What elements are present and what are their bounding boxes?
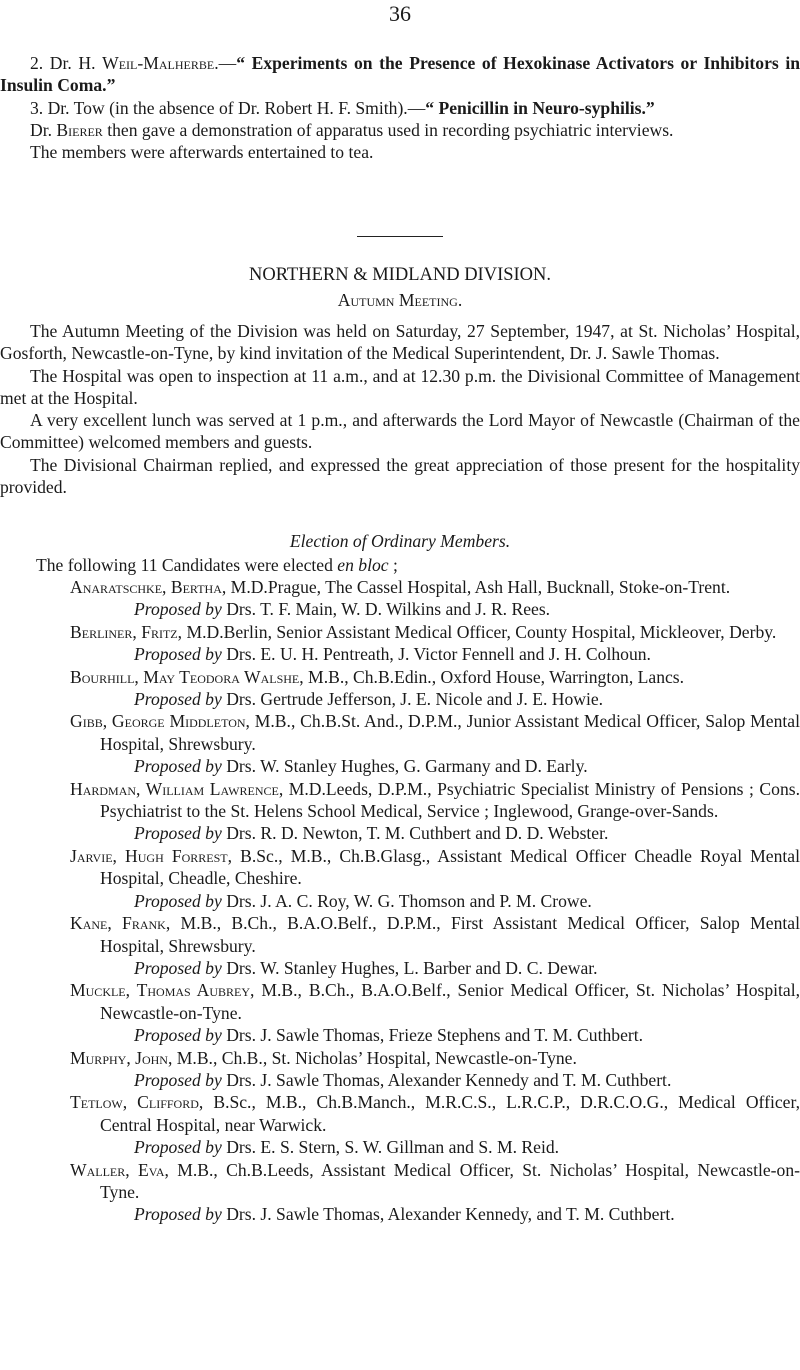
member-details: M.B., B.Ch., B.A.O.Belf., D.P.M., First Assistant Medical Officer, Salop Mental Hospital, Shrewsbury.	[100, 913, 800, 956]
member-proposers: Proposed by Drs. J. Sawle Thomas, Alexander Kennedy, and T. M. Cuthbert.	[134, 1204, 675, 1225]
demonstration-paragraph: Dr. Bierer then gave a demonstration of apparatus used in recording psychiatric interviews.	[30, 119, 674, 140]
member-name: Waller, Eva,	[70, 1159, 169, 1180]
member-name: Gibb, George Middleton,	[70, 711, 250, 732]
member-entry	[0, 666, 800, 688]
member-proposers: Proposed by Drs. R. D. Newton, T. M. Cuthbert and D. D. Webster.	[134, 823, 609, 844]
member-list	[0, 576, 800, 1226]
section-divider	[357, 236, 443, 237]
member-name: Bourhill, May Teodora Walshe,	[70, 666, 304, 687]
paper-3: 3. Dr. Tow (in the absence of Dr. Robert H. F. Smith).—“ Penicillin in Neuro-syphilis.”	[30, 97, 655, 118]
member-entry	[0, 1159, 800, 1204]
member-proposers: Proposed by Drs. W. Stanley Hughes, G. Garmany and D. Early.	[134, 756, 588, 777]
demonstrator-name: Bierer	[56, 119, 103, 140]
page-number: 36	[389, 1, 411, 26]
member-proposers: Proposed by Drs. E. S. Stern, S. W. Gillman and S. M. Reid.	[134, 1137, 560, 1158]
papers-section	[0, 52, 800, 163]
member-name: Jarvie, Hugh Forrest,	[70, 845, 233, 866]
member-entry	[0, 576, 800, 598]
member-details: M.B., Ch.B., St. Nicholas’ Hospital, Newcastle-on-Tyne.	[176, 1047, 577, 1068]
member-entry	[0, 1047, 800, 1069]
meeting-subheading: Autumn Meeting.	[337, 290, 463, 310]
member-details: M.B., Ch.B.Edin., Oxford House, Warrington, Lancs.	[308, 666, 685, 687]
member-details: M.B., Ch.B.St. And., D.P.M., Junior Assistant Medical Officer, Salop Mental Hospital, Shrewsbury.	[100, 711, 800, 754]
member-entry	[0, 979, 800, 1024]
member-proposers: Proposed by Drs. W. Stanley Hughes, L. Barber and D. C. Dewar.	[134, 957, 598, 978]
member-proposers: Proposed by Drs. J. Sawle Thomas, Alexander Kennedy and T. M. Cuthbert.	[134, 1069, 672, 1090]
paper-2-author: Weil-Malherbe	[102, 53, 215, 73]
division-paragraphs	[0, 320, 800, 498]
member-name: Murphy, John,	[70, 1047, 173, 1068]
paper-2-title: “ Experiments on the Presence of Hexokinase Activators or Inhibitors in Insulin Coma.”	[0, 53, 800, 96]
member-entry	[0, 845, 800, 890]
member-details: M.D.Leeds, D.P.M., Psychiatric Specialist Ministry of Pensions ; Cons. Psychiatrist to the St. Helens School Medical, Service ; Inglewood, Grange-over-Sands.	[100, 778, 800, 822]
member-entry	[0, 778, 800, 823]
member-proposers: Proposed by Drs. T. F. Main, W. D. Wilkins and J. R. Rees.	[134, 599, 551, 620]
election-intro: The following 11 Candidates were elected en bloc ;	[36, 555, 398, 575]
member-proposers: Proposed by Drs. Gertrude Jefferson, J. E. Nicole and J. E. Howie.	[134, 689, 604, 710]
member-proposers: Proposed by Drs. E. U. H. Pentreath, J. Victor Fennell and J. H. Colhoun.	[134, 644, 651, 665]
member-details: M.B., Ch.B.Leeds, Assistant Medical Officer, St. Nicholas’ Hospital, Newcastle-on-Tyne.	[100, 1159, 800, 1202]
paper-3-title: “ Penicillin in Neuro-syphilis.”	[425, 97, 655, 118]
member-proposers: Proposed by Drs. J. Sawle Thomas, Frieze Stephens and T. M. Cuthbert.	[134, 1025, 644, 1046]
division-paragraph-4: The Divisional Chairman replied, and expressed the great appreciation of those present for the hospitality provided.	[0, 454, 800, 498]
division-paragraph-3: A very excellent lunch was served at 1 p.m., and afterwards the Lord Mayor of Newcastle (Chairman of the Committee) welcomed members and guests.	[0, 410, 800, 453]
member-details: M.D.Berlin, Senior Assistant Medical Officer, County Hospital, Mickleover, Derby.	[186, 621, 777, 642]
member-entry	[0, 1091, 800, 1136]
member-details: M.D.Prague, The Cassel Hospital, Ash Hall, Bucknall, Stoke-on-Trent.	[230, 577, 731, 597]
member-name: Muckle, Thomas Aubrey,	[70, 980, 255, 1001]
division-paragraph-2: The Hospital was open to inspection at 11 a.m., and at 12.30 p.m. the Divisional Committee of Management met at the Hospital.	[0, 365, 800, 408]
member-name: Tetlow, Clifford,	[70, 1092, 204, 1113]
member-entry	[0, 912, 800, 957]
member-entry	[0, 710, 800, 755]
member-name: Hardman, William Lawrence,	[70, 778, 284, 799]
member-details: B.Sc., M.B., Ch.B.Glasg., Assistant Medical Officer Cheadle Royal Mental Hospital, Cheadle, Cheshire.	[100, 845, 800, 889]
division-paragraph-1: The Autumn Meeting of the Division was held on Saturday, 27 September, 1947, at St. Nicholas’ Hospital, Gosforth, Newcastle-on-Tyne, by kind invitation of the Medical Superintendent, Dr. J. Sawle Thomas.	[0, 321, 800, 364]
member-details: B.Sc., M.B., Ch.B.Manch., M.R.C.S., L.R.C.P., D.R.C.O.G., Medical Officer, Central Hospital, near Warwick.	[100, 1092, 800, 1135]
member-name: Anaratschke, Bertha,	[70, 577, 227, 597]
division-heading: NORTHERN & MIDLAND DIVISION.	[248, 265, 552, 285]
paper-2: 2. Dr. H. Weil-Malherbe.—“ Experiments on the Presence of Hexokinase Activators or Inhibitors in Insulin Coma.”	[0, 53, 800, 96]
member-name: Kane, Frank,	[70, 913, 171, 934]
member-proposers: Proposed by Drs. J. A. C. Roy, W. G. Thomson and P. M. Crowe.	[134, 890, 592, 911]
member-name: Berliner, Fritz,	[70, 621, 183, 642]
election-heading: Election of Ordinary Members.	[289, 531, 511, 551]
tea-paragraph: The members were afterwards entertained to tea.	[30, 142, 374, 163]
member-details: M.B., B.Ch., B.A.O.Belf., Senior Medical Officer, St. Nicholas’ Hospital, Newcastle-on-Tyne.	[100, 980, 800, 1023]
member-entry	[0, 621, 800, 643]
